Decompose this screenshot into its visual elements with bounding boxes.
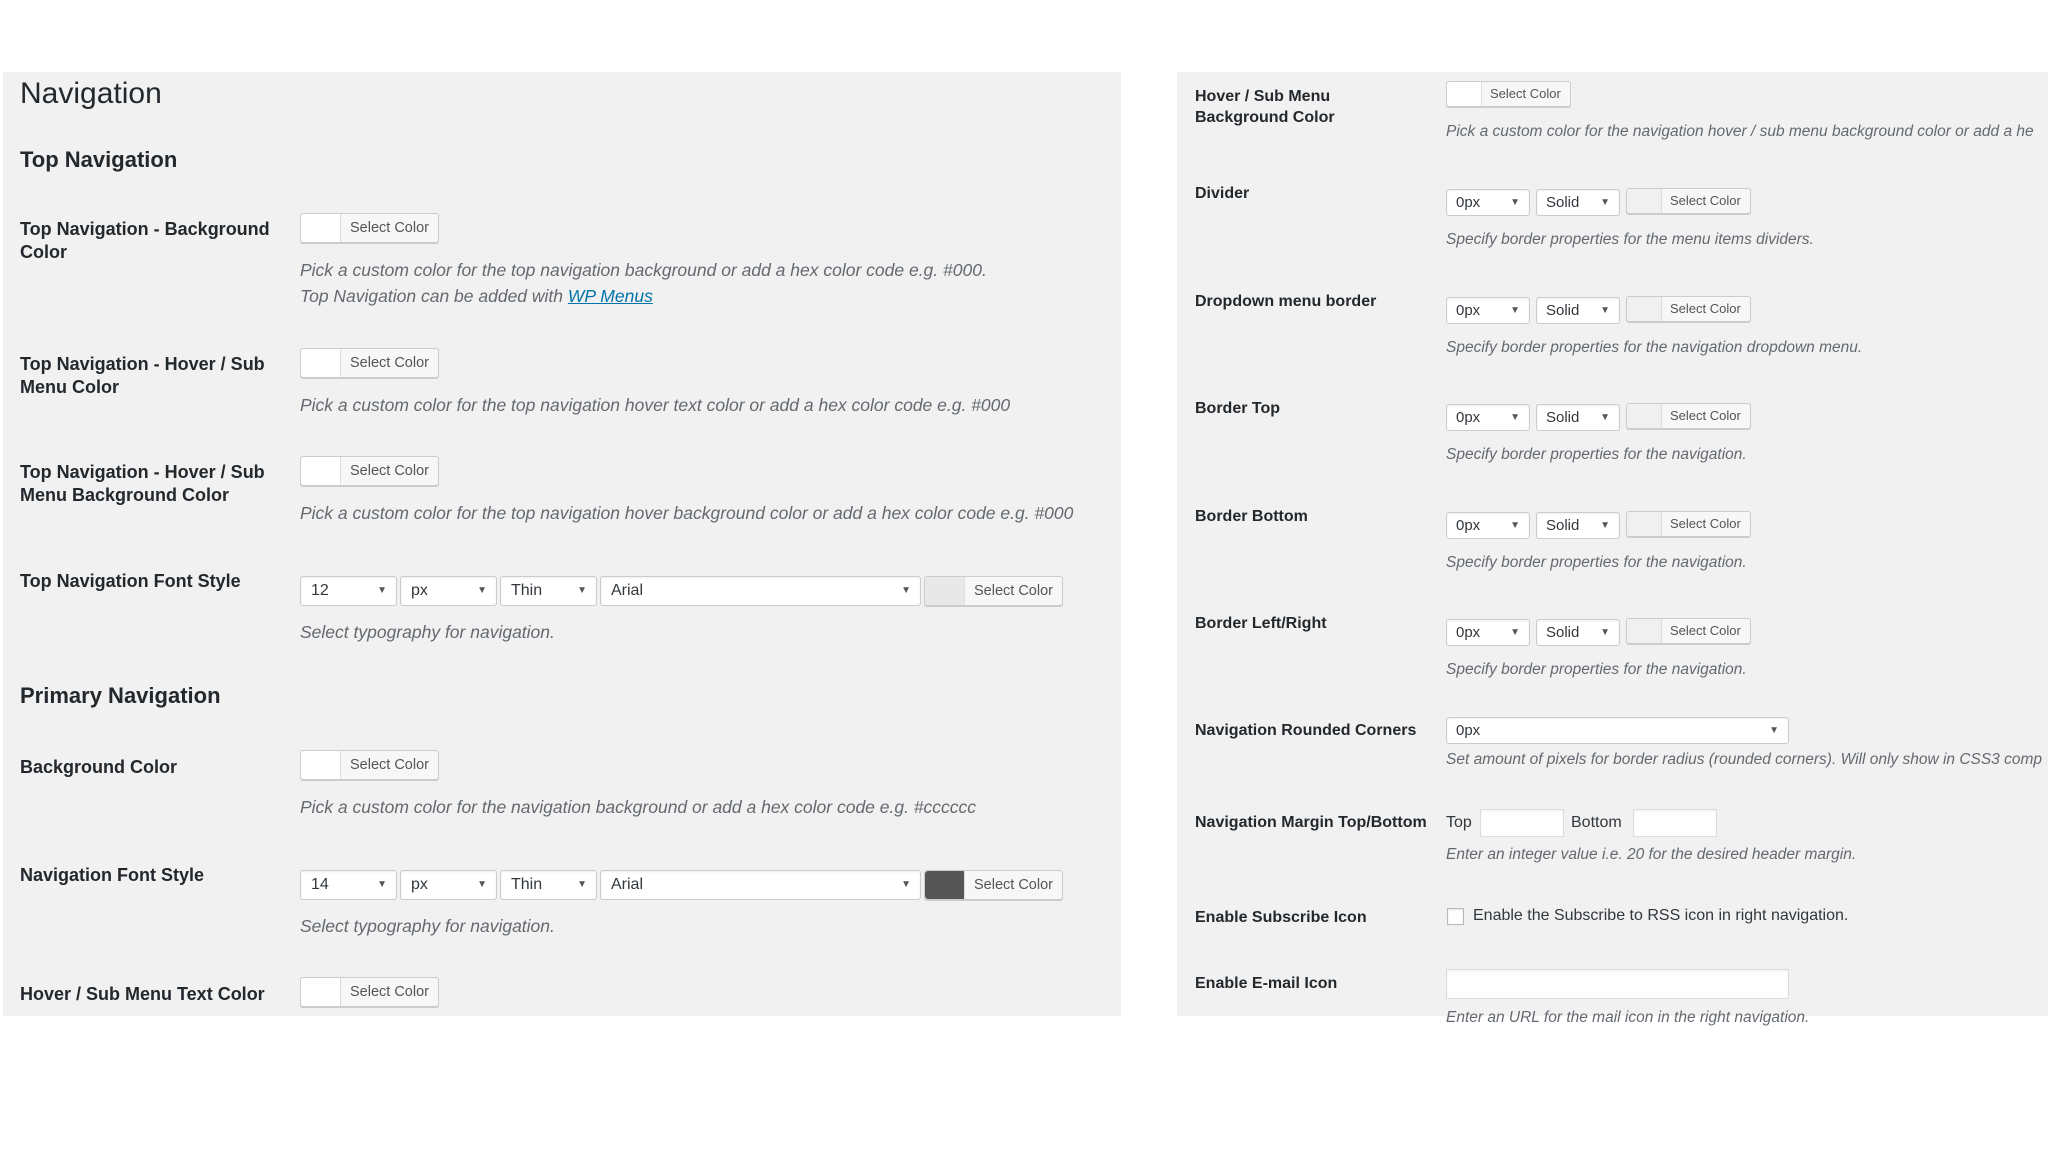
email-icon-description: Enter an URL for the mail icon in the right navigation. xyxy=(1446,1009,1810,1026)
description-line xyxy=(300,283,987,309)
description-prefix: Top Navigation can be added with xyxy=(300,286,564,306)
selected-value: 14 xyxy=(311,876,329,893)
top-nav-font-size-select[interactable] xyxy=(300,576,397,606)
field-label-navigation-margin: Navigation Margin Top/Bottom xyxy=(1195,814,1427,831)
field-label-top-nav-hover-bg-color: Top Navigation - Hover / Sub Menu Background Color xyxy=(20,462,265,505)
color-swatch xyxy=(1627,297,1662,321)
border-bottom-width-select[interactable] xyxy=(1446,512,1530,539)
margin-top-label: Top xyxy=(1446,814,1472,831)
selected-value: 0px xyxy=(1456,624,1481,641)
select-color-label: Select Color xyxy=(1670,516,1741,531)
field-label-top-nav-font-style: Top Navigation Font Style xyxy=(20,571,241,591)
field-label-divider: Divider xyxy=(1195,185,1250,202)
top-nav-font-color-button[interactable] xyxy=(924,576,1063,606)
color-swatch xyxy=(1627,619,1662,643)
chevron-down-icon: ▼ xyxy=(1600,305,1610,316)
chevron-down-icon: ▼ xyxy=(377,585,387,596)
divider-style-select[interactable] xyxy=(1536,189,1620,216)
field-label-primary-nav-font-style: Navigation Font Style xyxy=(20,865,205,885)
color-swatch xyxy=(301,457,341,485)
field-label-hover-text-color: Hover / Sub Menu Text Color xyxy=(20,984,265,1004)
subscribe-icon-checkbox[interactable] xyxy=(1447,908,1464,925)
divider-width-select[interactable] xyxy=(1446,189,1530,216)
chevron-down-icon: ▼ xyxy=(901,585,911,596)
field-label-enable-email-icon: Enable E-mail Icon xyxy=(1195,975,1338,992)
select-color-label: Select Color xyxy=(350,220,429,236)
primary-nav-font-color-button[interactable] xyxy=(924,870,1063,900)
color-swatch xyxy=(1627,189,1662,213)
border-top-style-select[interactable] xyxy=(1536,404,1620,431)
color-swatch xyxy=(301,978,341,1006)
select-color-label: Select Color xyxy=(974,877,1053,893)
dropdown-border-color-button[interactable] xyxy=(1626,296,1751,322)
chevron-down-icon: ▼ xyxy=(1600,197,1610,208)
select-color-label: Select Color xyxy=(1670,623,1741,638)
margin-top-input[interactable] xyxy=(1480,809,1564,837)
divider-color-button[interactable] xyxy=(1626,188,1751,214)
select-color-label: Select Color xyxy=(350,757,429,773)
section-title-primary-navigation: Primary Navigation xyxy=(20,683,221,708)
section-title-top-navigation: Top Navigation xyxy=(20,147,178,172)
chevron-down-icon: ▼ xyxy=(1510,305,1520,316)
selected-value: px xyxy=(411,582,428,599)
select-color-label: Select Color xyxy=(350,355,429,371)
margin-description: Enter an integer value i.e. 20 for the desired header margin. xyxy=(1446,846,1857,863)
selected-value: px xyxy=(411,876,428,893)
color-swatch xyxy=(301,349,341,377)
chevron-down-icon: ▼ xyxy=(1510,627,1520,638)
border-top-width-select[interactable] xyxy=(1446,404,1530,431)
margin-bottom-label: Bottom xyxy=(1571,814,1622,831)
select-color-label: Select Color xyxy=(1670,301,1741,316)
selected-value: 12 xyxy=(311,582,329,599)
subscribe-checkbox-label: Enable the Subscribe to RSS icon in right navigation. xyxy=(1473,907,1849,924)
top-nav-hover-bg-color-button[interactable] xyxy=(300,456,439,486)
color-swatch xyxy=(1627,404,1662,428)
selected-value: 0px xyxy=(1456,302,1481,319)
chevron-down-icon: ▼ xyxy=(1510,520,1520,531)
field-label-border-top: Border Top xyxy=(1195,400,1281,417)
selected-value: Solid xyxy=(1546,624,1580,641)
chevron-down-icon: ▼ xyxy=(1600,412,1610,423)
chevron-down-icon: ▼ xyxy=(477,879,487,890)
page-title: Navigation xyxy=(20,77,162,110)
chevron-down-icon: ▼ xyxy=(1769,725,1779,736)
primary-nav-font-size-select[interactable] xyxy=(300,870,397,900)
color-swatch xyxy=(1447,82,1482,106)
border-top-color-button[interactable] xyxy=(1626,403,1751,429)
border-lr-description: Specify border properties for the navigation. xyxy=(1446,661,1747,678)
chevron-down-icon: ▼ xyxy=(901,879,911,890)
top-nav-font-weight-select[interactable] xyxy=(500,576,597,606)
border-bottom-color-button[interactable] xyxy=(1626,511,1751,537)
hover-text-color-button[interactable] xyxy=(300,977,439,1007)
field-label-hover-sub-menu-bg-color: Hover / Sub Menu Background Color xyxy=(1195,88,1335,126)
color-swatch xyxy=(301,751,341,779)
rounded-corners-description: Set amount of pixels for border radius (rounded corners). Will only show in CSS3 comp xyxy=(1446,751,2043,768)
field-label-primary-nav-bg-color: Background Color xyxy=(20,757,178,777)
rounded-corners-select[interactable] xyxy=(1446,717,1789,744)
dropdown-border-style-select[interactable] xyxy=(1536,297,1620,324)
border-lr-width-select[interactable] xyxy=(1446,619,1530,646)
chevron-down-icon: ▼ xyxy=(1510,197,1520,208)
navigation-settings-panel-right xyxy=(1177,72,2048,1026)
selected-value: Thin xyxy=(511,582,543,599)
selected-value: 0px xyxy=(1456,194,1481,211)
selected-value: Arial xyxy=(611,876,644,893)
border-lr-color-button[interactable] xyxy=(1626,618,1751,644)
top-nav-font-family-select[interactable] xyxy=(600,576,921,606)
primary-nav-font-unit-select[interactable] xyxy=(400,870,497,900)
select-color-label: Select Color xyxy=(350,984,429,1000)
color-swatch xyxy=(1627,512,1662,536)
chevron-down-icon: ▼ xyxy=(1600,520,1610,531)
border-top-description: Specify border properties for the navigation. xyxy=(1446,446,1747,463)
select-color-label: Select Color xyxy=(1490,86,1561,101)
color-swatch xyxy=(925,577,965,605)
primary-nav-font-weight-select[interactable] xyxy=(500,870,597,900)
selected-value: Solid xyxy=(1546,409,1580,426)
email-icon-url-input[interactable] xyxy=(1446,969,1789,999)
field-label-border-bottom: Border Bottom xyxy=(1195,508,1308,525)
border-bottom-style-select[interactable] xyxy=(1536,512,1620,539)
field-label-dropdown-menu-border: Dropdown menu border xyxy=(1195,293,1377,310)
top-nav-bg-color-description xyxy=(300,257,987,309)
border-lr-style-select[interactable] xyxy=(1536,619,1620,646)
primary-nav-font-family-select[interactable] xyxy=(600,870,921,900)
color-swatch xyxy=(301,214,341,242)
wp-menus-link[interactable]: WP Menus xyxy=(567,286,653,306)
top-nav-hover-color-button[interactable] xyxy=(300,348,439,378)
top-nav-font-style-description: Select typography for navigation. xyxy=(300,622,555,642)
field-label-rounded-corners: Navigation Rounded Corners xyxy=(1195,722,1417,739)
field-label-top-nav-bg-color: Top Navigation - Background Color xyxy=(20,219,270,262)
chevron-down-icon: ▼ xyxy=(1510,412,1520,423)
selected-value: Solid xyxy=(1546,517,1580,534)
selected-value: 0px xyxy=(1456,722,1481,739)
chevron-down-icon: ▼ xyxy=(577,585,587,596)
top-nav-hover-bg-color-description: Pick a custom color for the top navigation hover background color or add a hex color code e.g. #000 xyxy=(300,503,1074,523)
field-label-top-nav-hover-color: Top Navigation - Hover / Sub Menu Color xyxy=(20,354,265,397)
field-label-border-left-right: Border Left/Right xyxy=(1195,615,1327,632)
color-swatch xyxy=(925,871,965,899)
selected-value: Arial xyxy=(611,582,644,599)
chevron-down-icon: ▼ xyxy=(577,879,587,890)
hover-sub-menu-bg-color-button[interactable] xyxy=(1446,81,1571,107)
top-nav-font-unit-select[interactable] xyxy=(400,576,497,606)
hover-sub-menu-bg-color-description: Pick a custom color for the navigation hover / sub menu background color or add a he xyxy=(1446,123,2034,140)
selected-value: Thin xyxy=(511,876,543,893)
description-line: Pick a custom color for the top navigation background or add a hex color code e.g. #000. xyxy=(300,260,987,280)
selected-value: 0px xyxy=(1456,409,1481,426)
select-color-label: Select Color xyxy=(350,463,429,479)
margin-bottom-input[interactable] xyxy=(1633,809,1717,837)
top-nav-bg-color-button[interactable] xyxy=(300,213,439,243)
navigation-settings-panel-left xyxy=(3,72,1121,1016)
selected-value: 0px xyxy=(1456,517,1481,534)
dropdown-border-description: Specify border properties for the navigation dropdown menu. xyxy=(1446,339,1863,356)
select-color-label: Select Color xyxy=(974,583,1053,599)
chevron-down-icon: ▼ xyxy=(377,879,387,890)
divider-description: Specify border properties for the menu items dividers. xyxy=(1446,231,1814,248)
chevron-down-icon: ▼ xyxy=(1600,627,1610,638)
selected-value: Solid xyxy=(1546,194,1580,211)
primary-nav-font-style-description: Select typography for navigation. xyxy=(300,916,555,936)
border-bottom-description: Specify border properties for the navigation. xyxy=(1446,554,1747,571)
primary-nav-bg-color-button[interactable] xyxy=(300,750,439,780)
chevron-down-icon: ▼ xyxy=(477,585,487,596)
top-nav-hover-color-description: Pick a custom color for the top navigation hover text color or add a hex color code e.g. #000 xyxy=(300,395,1011,415)
dropdown-border-width-select[interactable] xyxy=(1446,297,1530,324)
primary-nav-bg-color-description: Pick a custom color for the navigation background or add a hex color code e.g. #cccccc xyxy=(300,797,977,817)
field-label-enable-subscribe-icon: Enable Subscribe Icon xyxy=(1195,909,1367,926)
select-color-label: Select Color xyxy=(1670,408,1741,423)
select-color-label: Select Color xyxy=(1670,193,1741,208)
selected-value: Solid xyxy=(1546,302,1580,319)
